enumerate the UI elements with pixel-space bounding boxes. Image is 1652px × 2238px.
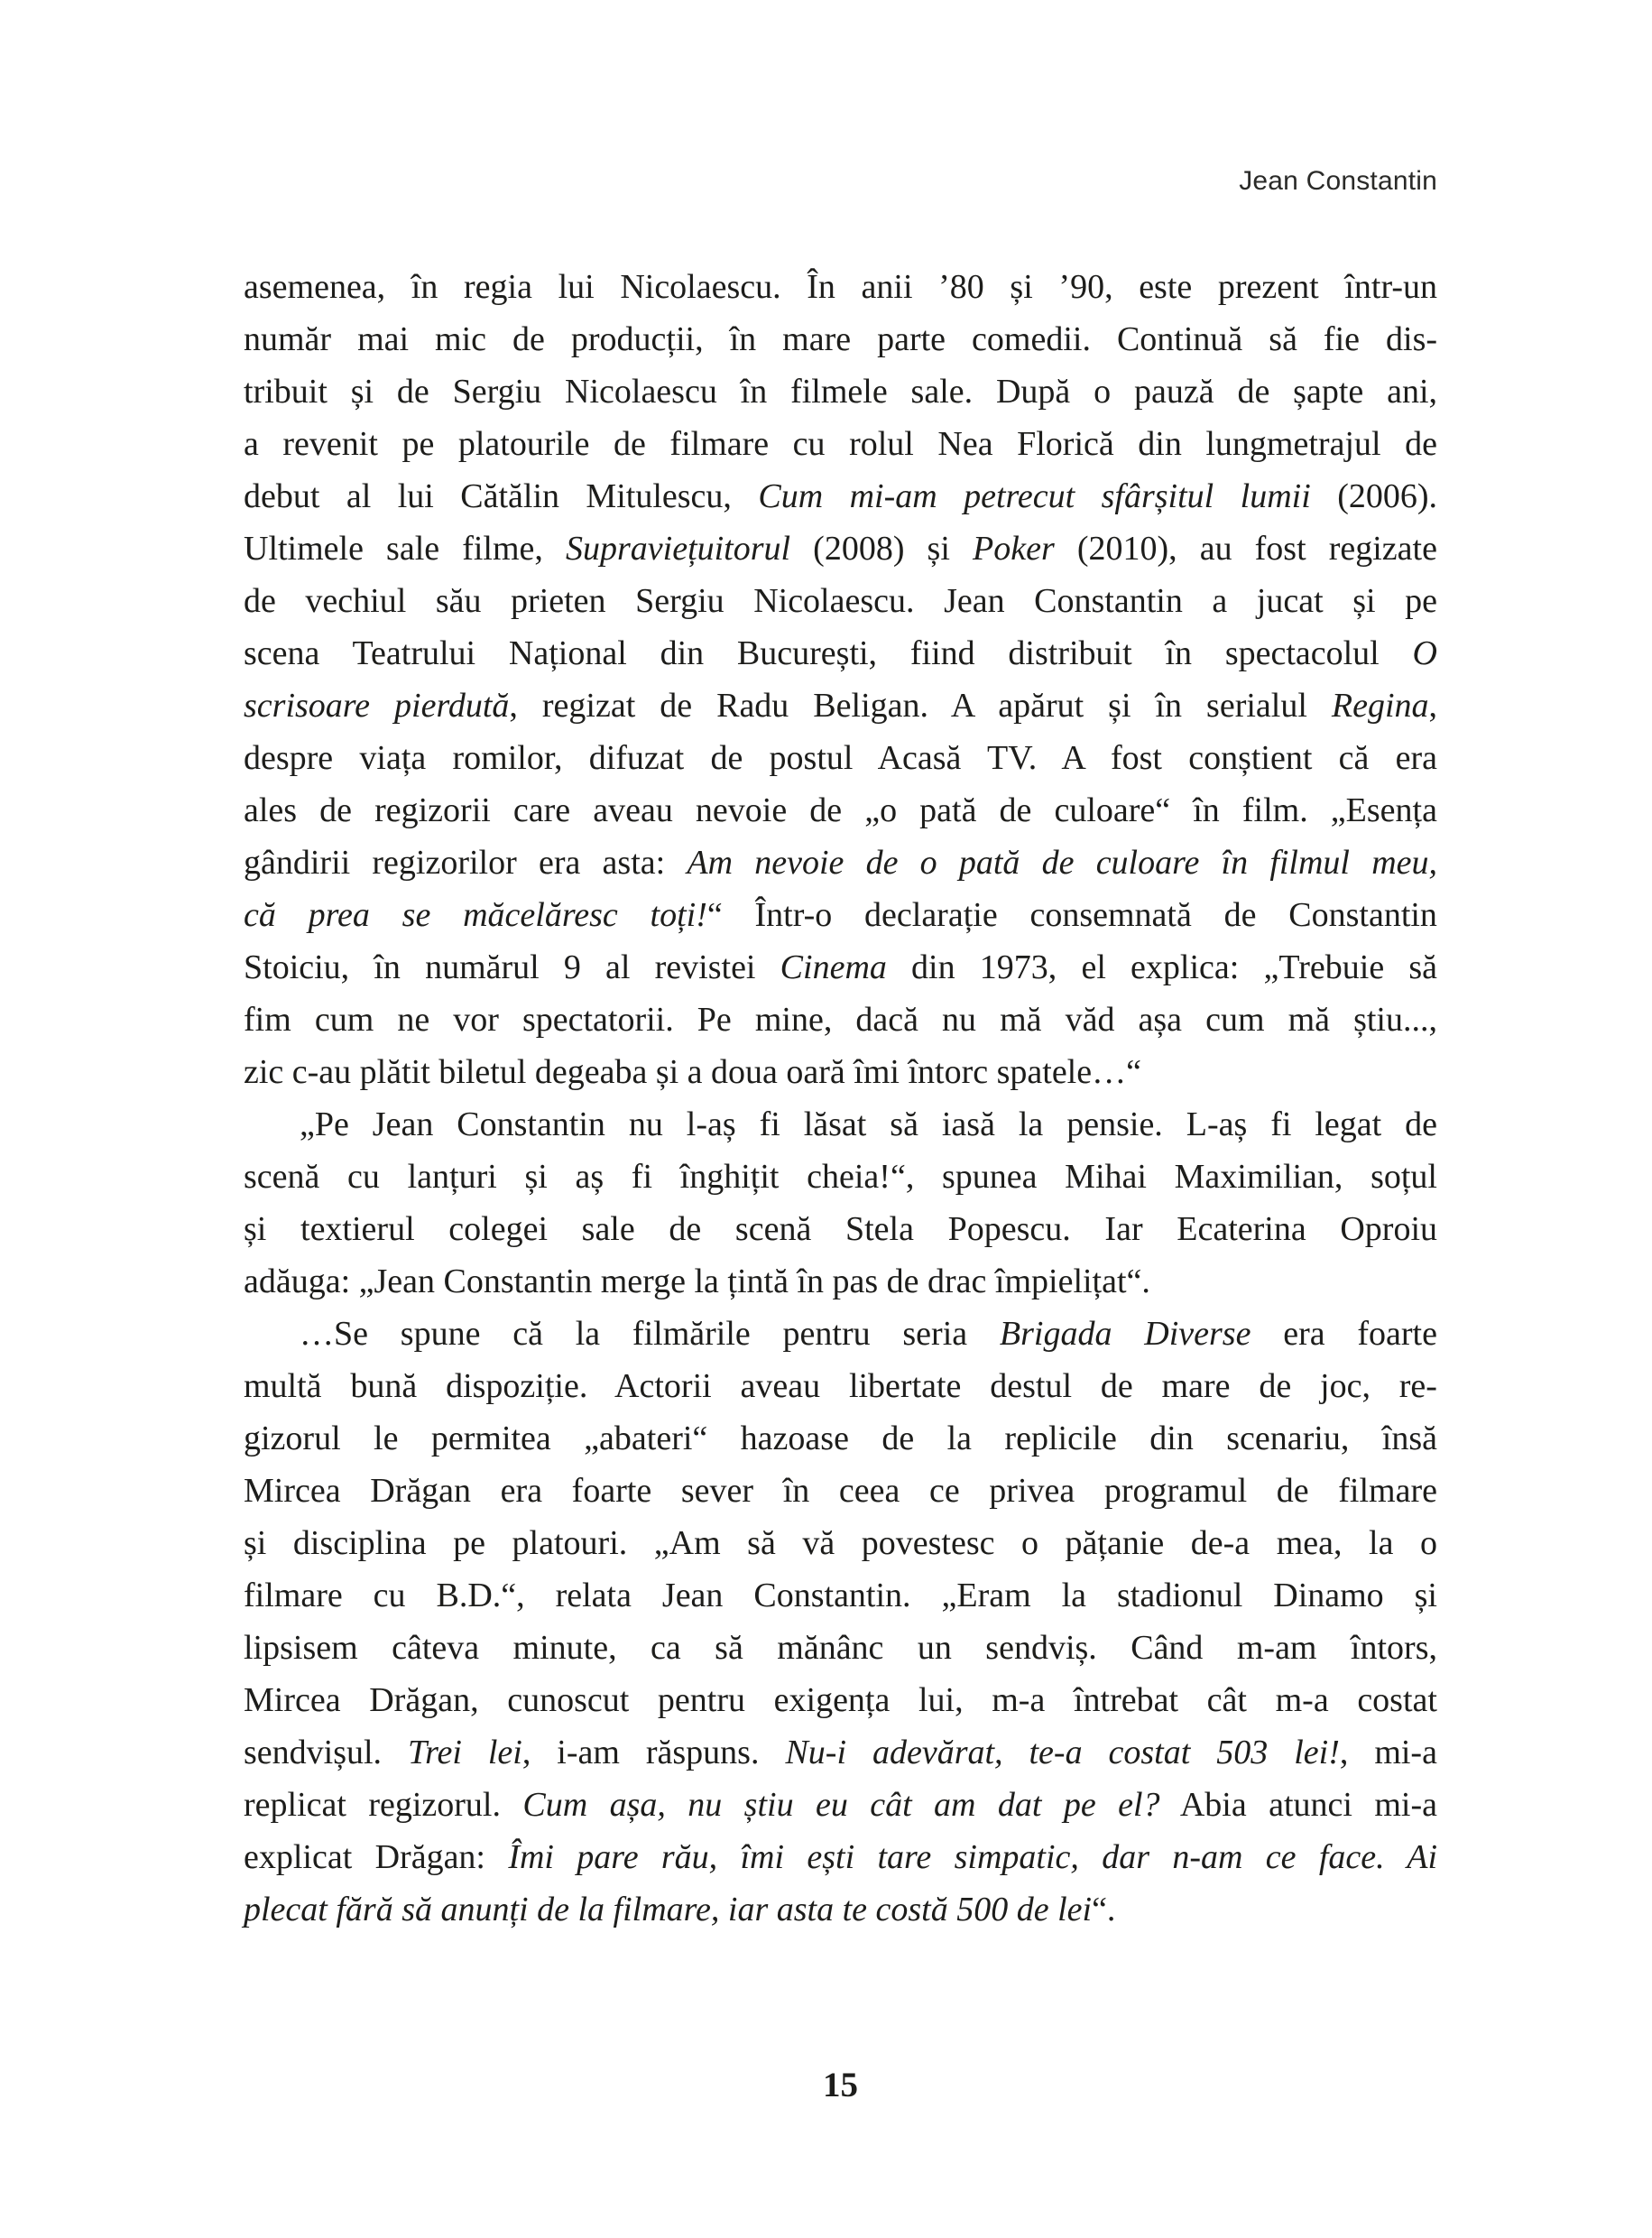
text-line: număr mai mic de producții, în mare parte comedii. Continuă să fie dis- <box>244 320 1438 358</box>
text-line: zic c-au plătit biletul degeaba și a doua oară îmi întorc spatele…“ <box>244 1053 1141 1091</box>
text-line: multă bună dispoziție. Actorii aveau libertate destul de mare de joc, re- <box>244 1367 1437 1405</box>
text-line: plecat fără să anunți de la filmare, iar asta te costă 500 de lei“. <box>244 1891 1116 1928</box>
text-line: că prea se măcelăresc toți!“ Într-o declarație consemnată de Constantin <box>244 896 1437 934</box>
text-line: lipsisem câteva minute, ca să mănânc un sendviș. Când m-am întors, <box>244 1629 1437 1667</box>
text-line: fim cum ne vor spectatorii. Pe mine, dacă nu mă văd așa cum mă știu..., <box>244 1001 1437 1039</box>
text-line: a revenit pe platourile de filmare cu rolul Nea Florică din lungmetrajul de <box>244 425 1437 463</box>
text-line: sendvișul. Trei lei, i-am răspuns. Nu-i adevărat, te-a costat 503 lei!, mi-a <box>244 1734 1437 1771</box>
text-line: debut al lui Cătălin Mitulescu, Cum mi-am petrecut sfârșitul lumii (2006). <box>244 477 1438 515</box>
text-line: tribuit și de Sergiu Nicolaescu în filmele sale. După o pauză de șapte ani, <box>244 373 1438 411</box>
running-header: Jean Constantin <box>1239 166 1437 196</box>
text-line: filmare cu B.D.“, relata Jean Constantin. „Eram la stadionul Dinamo și <box>244 1577 1437 1614</box>
text-line: și disciplina pe platouri. „Am să vă povestesc o pățanie de-a mea, la o <box>244 1524 1437 1562</box>
page-number: 15 <box>823 2066 858 2104</box>
text-line: și textierul colegei sale de scenă Stela Popescu. Iar Ecaterina Oproiu <box>244 1210 1438 1248</box>
text-line: Ultimele sale filme, Supraviețuitorul (2008) și Poker (2010), au fost regizate <box>244 530 1437 568</box>
text-line: scena Teatrului Național din București, fiind distribuit în spectacolul O <box>244 634 1437 672</box>
text-line: ales de regizorii care aveau nevoie de „o pată de culoare“ în film. „Esența <box>244 791 1437 829</box>
text-line: Stoiciu, în numărul 9 al revistei Cinema din 1973, el explica: „Trebuie să <box>244 948 1438 986</box>
text-line: asemenea, în regia lui Nicolaescu. În anii ’80 și ’90, este prezent într-un <box>244 268 1438 306</box>
text-line: gizorul le permitea „abateri“ hazoase de la replicile din scenariu, însă <box>244 1420 1437 1457</box>
text-line: explicat Drăgan: Îmi pare rău, îmi ești tare simpatic, dar n-am ce face. Ai <box>244 1838 1438 1876</box>
body-text <box>244 261 1437 1936</box>
text-line: Mircea Drăgan era foarte sever în ceea ce privea programul de filmare <box>244 1472 1437 1510</box>
text-line: „Pe Jean Constantin nu l-aș fi lăsat să iasă la pensie. L-aș fi legat de <box>300 1105 1437 1143</box>
text-line: scenă cu lanțuri și aș fi înghițit cheia!“, spunea Mihai Maximilian, soțul <box>244 1158 1437 1196</box>
text-line: despre viața romilor, difuzat de postul Acasă TV. A fost conștient că era <box>244 739 1437 777</box>
text-line: replicat regizorul. Cum așa, nu știu eu cât am dat pe el? Abia atunci mi-a <box>244 1786 1438 1824</box>
text-line: de vechiul său prieten Sergiu Nicolaescu. Jean Constantin a jucat și pe <box>244 582 1437 620</box>
text-line: …Se spune că la filmările pentru seria Brigada Diverse era foarte <box>300 1315 1437 1353</box>
text-line: Mircea Drăgan, cunoscut pentru exigența lui, m-a întrebat cât m-a costat <box>244 1681 1437 1719</box>
text-line: scrisoare pierdută, regizat de Radu Beligan. A apărut și în serialul Regina, <box>244 687 1438 725</box>
text-line: adăuga: „Jean Constantin merge la țintă în pas de drac împielițat“. <box>244 1262 1150 1300</box>
text-line: gândirii regizorilor era asta: Am nevoie de o pată de culoare în filmul meu, <box>244 844 1437 882</box>
